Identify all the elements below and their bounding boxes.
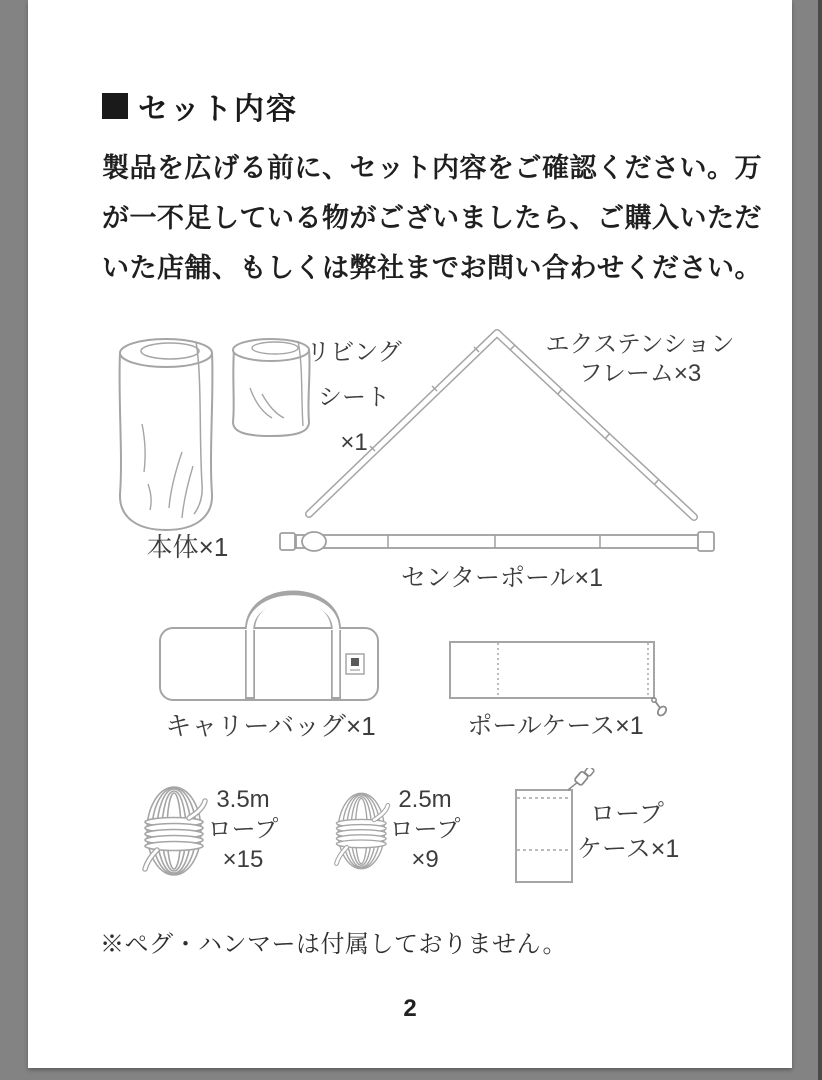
center-pole-illustration [278, 526, 718, 558]
center-pole-label: センターポール×1 [400, 564, 603, 592]
carry-bag-illustration [158, 578, 380, 704]
rope-35m-label: 3.5m ロープ ×15 [207, 786, 279, 873]
viewer-edge-divider [818, 0, 822, 1080]
main-body-label: 本体×1 [146, 532, 229, 562]
section-title: セット内容 [138, 93, 298, 126]
page-number: 2 [403, 995, 417, 1022]
extension-frame-label: エクステンション フレーム×3 [545, 331, 735, 387]
intro-line: が一不足している物がございましたら、ご購入いただ [102, 203, 762, 233]
section-heading [102, 84, 298, 128]
living-sheet-label: リビング シート ×1 [306, 339, 402, 456]
manual-page [28, 0, 792, 1068]
rope-25m-label: 2.5m ロープ ×9 [389, 786, 461, 873]
carry-bag-label: キャリーバッグ×1 [165, 711, 376, 741]
section-marker-icon [102, 93, 128, 119]
intro-line: いた店舗、もしくは弊社までお問い合わせください。 [102, 253, 762, 283]
pole-case-label: ポールケース×1 [467, 712, 644, 740]
main-body-illustration [116, 336, 216, 534]
living-sheet-illustration [230, 336, 312, 439]
footnote: ※ペグ・ハンマーは付属しておりません。 [100, 931, 567, 958]
intro-line: 製品を広げる前に、セット内容をご確認ください。万 [102, 153, 762, 183]
rope-case-label: ロープ ケース×1 [577, 800, 680, 863]
intro-paragraph [102, 143, 762, 293]
